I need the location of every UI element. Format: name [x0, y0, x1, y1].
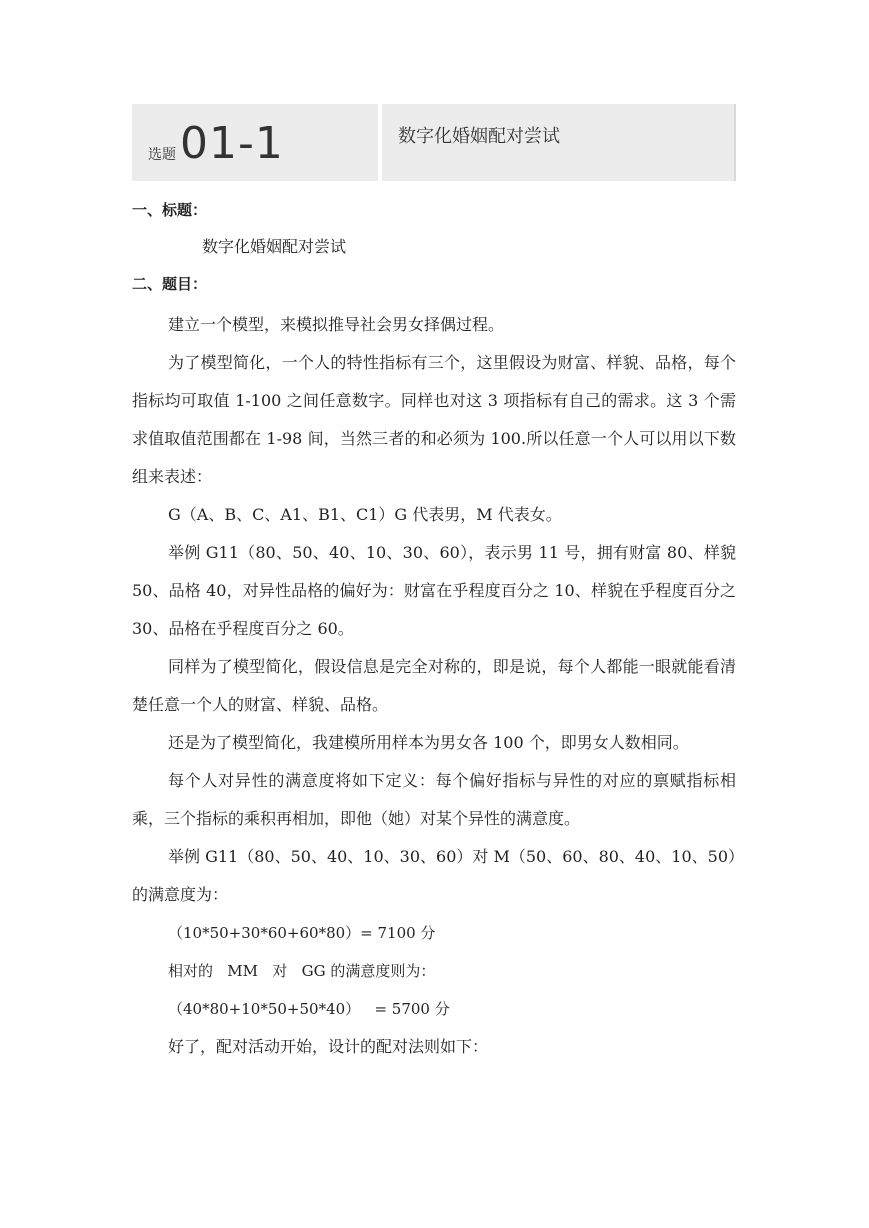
paragraph: 举例 G11（80、50、40、10、30、60），表示男 11 号，拥有财富 80、样貌 50、品格 40，对异性品格的偏好为：财富在乎程度百分之 10、样貌在乎程度百分之 30、品格在乎程度百分之 60。: [132, 543, 736, 638]
formula-g-to-m: （10*50+30*60+60*80）= 7100 分: [168, 924, 436, 942]
paragraph: 还是为了模型简化，我建模所用样本为男女各 100 个，即男女人数相同。: [168, 733, 689, 752]
document-body: [132, 306, 736, 1066]
paragraph: 每个人对异性的满意度将如下定义：每个偏好指标与异性的对应的禀赋指标相乘，三个指标的乘积再相加，即他（她）对某个异性的满意度。: [132, 771, 736, 828]
section-topic-heading: 二、题目：: [132, 275, 208, 293]
relative-line: 相对的 MM 对 GG 的满意度则为：: [168, 962, 436, 980]
section-title-text: 数字化婚姻配对尝试: [202, 237, 347, 256]
topic-title-box: [382, 104, 734, 181]
paragraph: 同样为了模型简化，假设信息是完全对称的，即是说，每个人都能一眼就能看清楚任意一个人的财富、样貌、品格。: [132, 657, 736, 714]
formula-m-to-g: （40*80+10*50+50*40） = 5700 分: [168, 1000, 450, 1018]
section-title-heading: 一、标题：: [132, 201, 208, 219]
closing-paragraph: 好了，配对活动开始，设计的配对法则如下：: [168, 1037, 489, 1056]
header-edge: [734, 104, 736, 181]
topic-prefix: 选题: [148, 147, 176, 163]
topic-header: [132, 104, 736, 181]
paragraph: G（A、B、C、A1、B1、C1）G 代表男，M 代表女。: [168, 505, 562, 524]
topic-title: 数字化婚姻配对尝试: [398, 126, 560, 147]
paragraph: 举例 G11（80、50、40、10、30、60）对 M（50、60、80、40、10、50）的满意度为：: [132, 847, 737, 904]
paragraph: 为了模型简化，一个人的特性指标有三个，这里假设为财富、样貌、品格，每个指标均可取值 1-100 之间任意数字。同样也对这 3 项指标有自己的需求。这 3 个需求值取值范围都在 1-98 间，当然三者的和必须为 100.所以任意一个人可以用以下数组来表述：: [132, 353, 736, 486]
paragraph: 建立一个模型，来模拟推导社会男女择偶过程。: [168, 315, 505, 334]
topic-number: 01-1: [180, 118, 284, 169]
topic-number-box: [132, 104, 378, 181]
